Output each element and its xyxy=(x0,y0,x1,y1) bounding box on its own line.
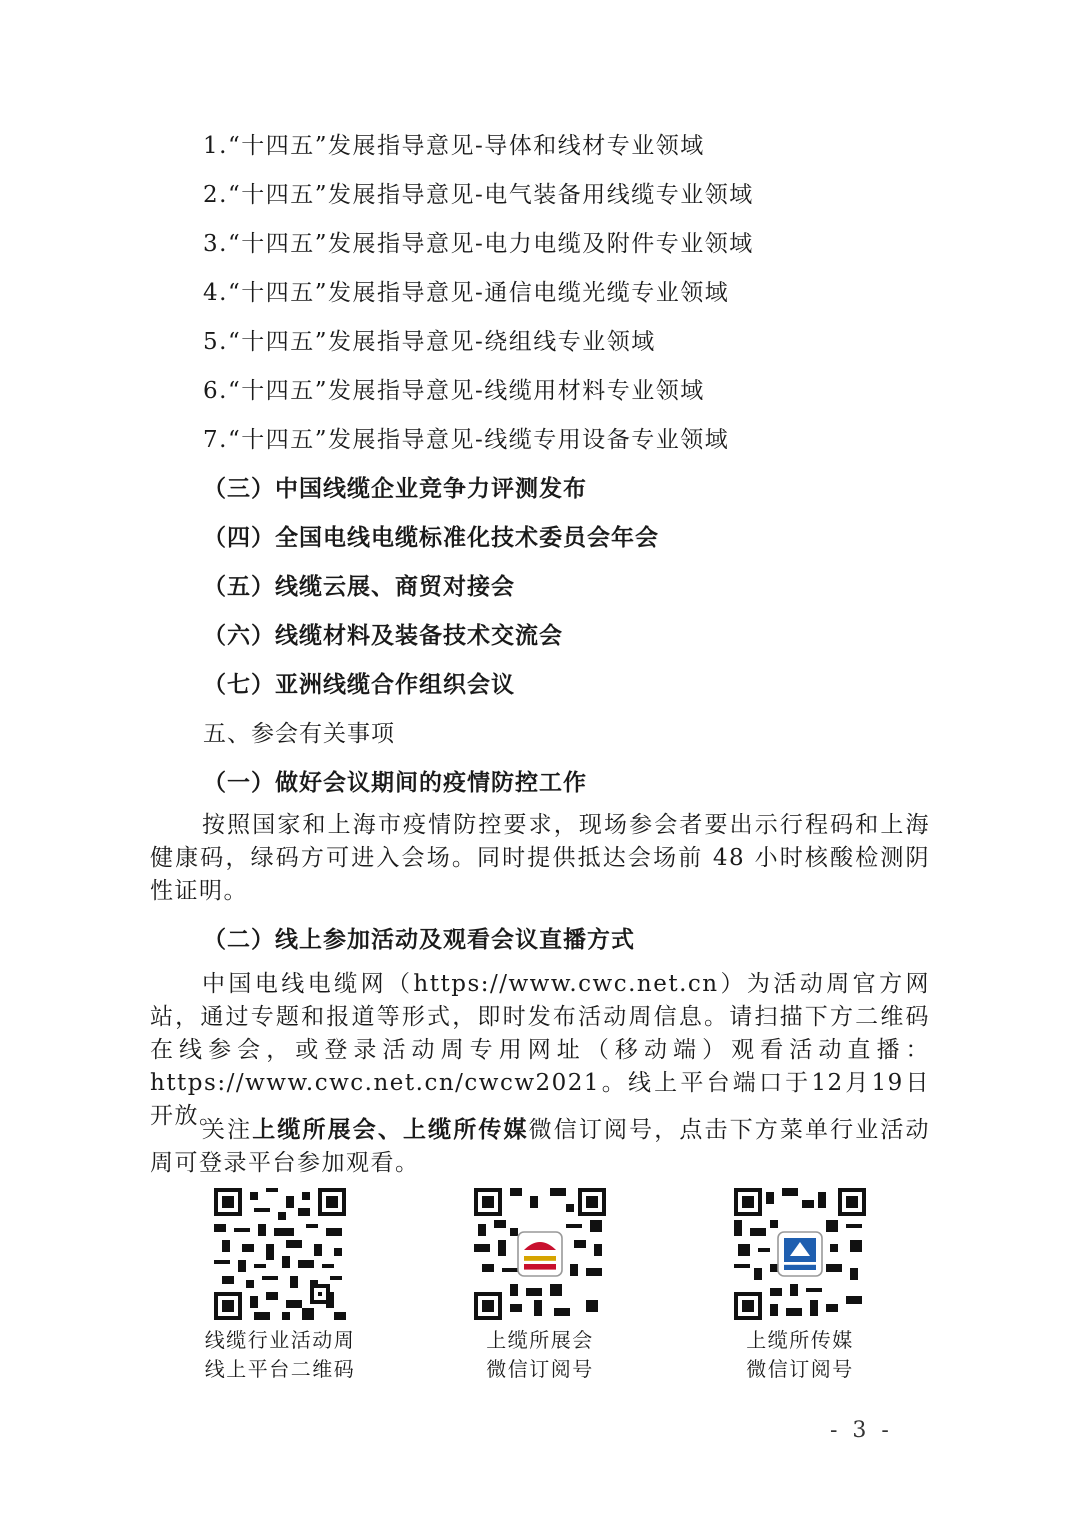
activity-heading-3: （三）中国线缆企业竞争力评测发布 xyxy=(203,476,587,502)
activity-heading-6: （六）线缆材料及装备技术交流会 xyxy=(203,623,563,649)
follow-paragraph xyxy=(150,1114,930,1180)
subsection-2-title: （二）线上参加活动及观看会议直播方式 xyxy=(203,927,635,953)
page-number: - 3 - xyxy=(830,1418,893,1443)
qr-caption-line1: 上缆所传媒 xyxy=(746,1328,854,1352)
guidance-item-7: 7.“十四五”发展指导意见-线缆专用设备专业领域 xyxy=(203,427,730,453)
qr-caption-line2: 微信订阅号 xyxy=(746,1357,854,1381)
guidance-item-5: 5.“十四五”发展指导意见-绕组线专业领域 xyxy=(203,329,656,355)
qr-block-expo-account xyxy=(430,1188,650,1384)
guidance-item-3: 3.“十四五”发展指导意见-电力电缆及附件专业领域 xyxy=(203,231,754,257)
guidance-item-4: 4.“十四五”发展指导意见-通信电缆光缆专业领域 xyxy=(203,280,730,306)
activity-heading-7: （七）亚洲线缆合作组织会议 xyxy=(203,672,515,698)
subsection-1-title: （一）做好会议期间的疫情防控工作 xyxy=(203,770,587,796)
guidance-item-2: 2.“十四五”发展指导意见-电气装备用线缆专业领域 xyxy=(203,182,754,208)
online-participation-paragraph: 中国电线电缆网（https://www.cwc.net.cn）为活动周官方网站，通过专题和报道等形式，即时发布活动周信息。请扫描下方二维码在线参会，或登录活动周专用网址（移动端）观看活动直播：https://www.cwc.net.cn/cwcw2021。线上平台端口于12月19日开放。 xyxy=(150,971,930,1129)
section-title: 五、参会有关事项 xyxy=(203,721,395,747)
qr-caption-line1: 上缆所展会 xyxy=(486,1328,594,1352)
follow-suffix: 微信订阅号，点击下方菜单行业活动周可登录平台参加观看。 xyxy=(150,1117,930,1176)
qr-code-icon[interactable] xyxy=(734,1188,866,1320)
qr-block-activity-week xyxy=(170,1188,390,1384)
guidance-item-6: 6.“十四五”发展指导意见-线缆用材料专业领域 xyxy=(203,378,705,404)
guidance-item-1: 1.“十四五”发展指导意见-导体和线材专业领域 xyxy=(203,133,705,159)
qr-code-icon[interactable] xyxy=(474,1188,606,1320)
qr-block-media-account xyxy=(690,1188,910,1384)
qr-code-icon[interactable] xyxy=(214,1188,346,1320)
qr-caption-line1: 线缆行业活动周 xyxy=(204,1328,356,1352)
activity-heading-4: （四）全国电线电缆标准化技术委员会年会 xyxy=(203,525,659,551)
follow-accounts: 上缆所展会、上缆所传媒 xyxy=(252,1117,529,1143)
qr-caption-line2: 线上平台二维码 xyxy=(204,1357,356,1381)
follow-prefix: 关注 xyxy=(202,1117,253,1143)
epidemic-control-paragraph: 按照国家和上海市疫情防控要求，现场参会者要出示行程码和上海健康码，绿码方可进入会场。同时提供抵达会场前 48 小时核酸检测阴性证明。 xyxy=(150,812,930,904)
activity-heading-5: （五）线缆云展、商贸对接会 xyxy=(203,574,515,600)
qr-caption-line2: 微信订阅号 xyxy=(486,1357,594,1381)
